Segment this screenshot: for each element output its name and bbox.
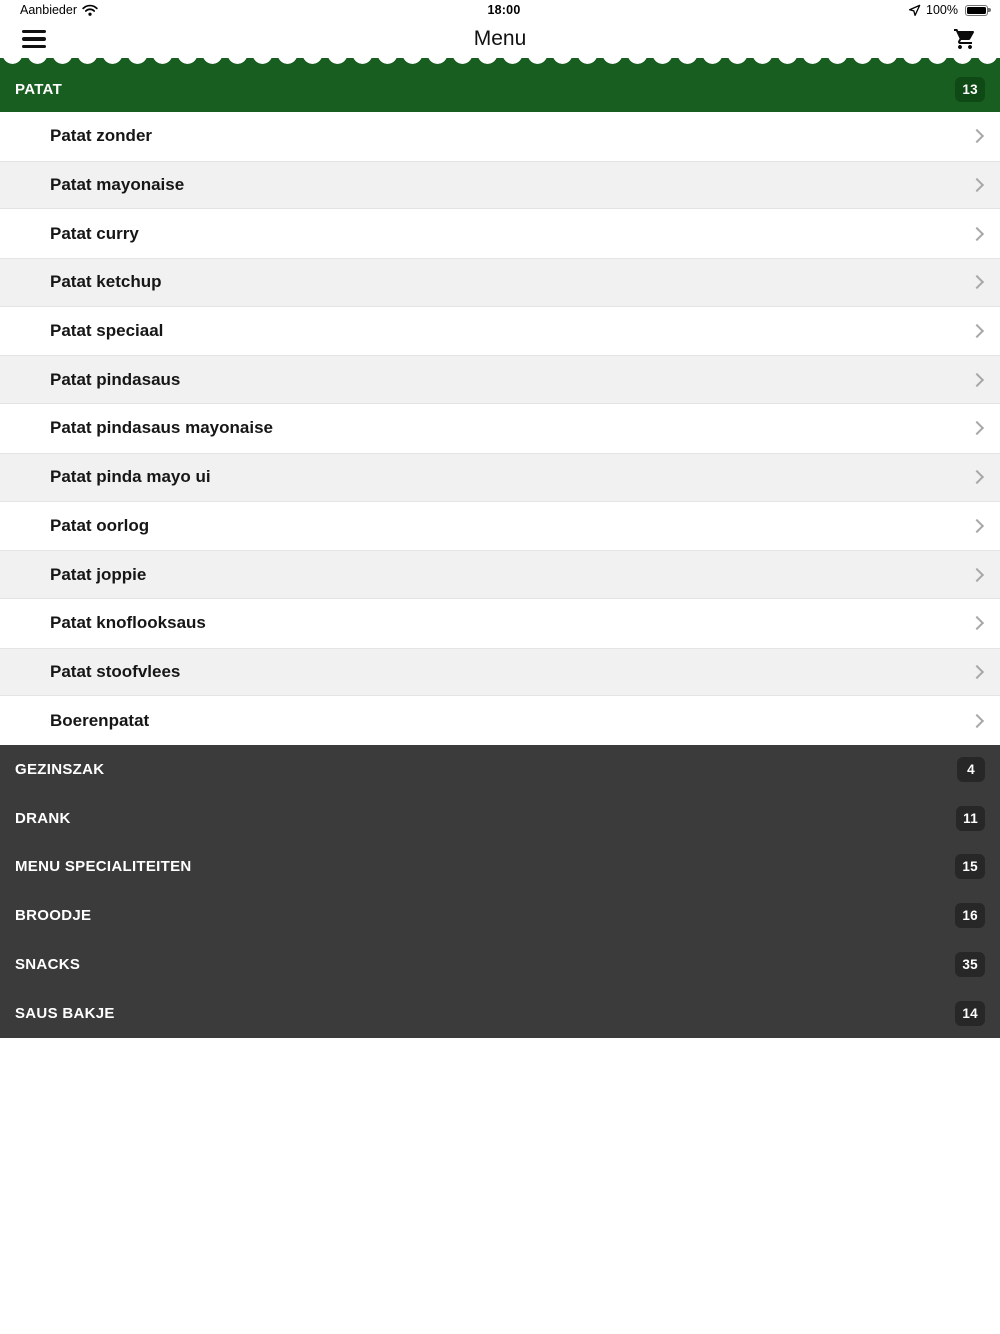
collapsed-categories (0, 745, 1000, 1038)
list-item[interactable]: Patat joppie (0, 550, 1000, 599)
battery-percent: 100% (926, 3, 958, 17)
chevron-right-icon (970, 665, 984, 679)
count-badge: 11 (956, 806, 985, 831)
chevron-right-icon (970, 227, 984, 241)
chevron-right-icon (970, 421, 984, 435)
status-left (20, 3, 200, 17)
category-label: DRANK (15, 809, 71, 827)
list-item[interactable]: Boerenpatat (0, 696, 1000, 745)
category-label: SAUS BAKJE (15, 1004, 115, 1022)
category-header-patat[interactable] (0, 67, 1000, 112)
count-badge: 16 (955, 903, 985, 928)
list-item[interactable]: Patat knoflooksaus (0, 599, 1000, 648)
status-bar (0, 0, 1000, 20)
chevron-right-icon (970, 470, 984, 484)
chevron-right-icon (970, 616, 984, 630)
chevron-right-icon (970, 373, 984, 387)
category-header-snacks[interactable] (0, 940, 1000, 989)
list-item[interactable]: Patat pinda mayo ui (0, 453, 1000, 502)
chevron-right-icon (970, 178, 984, 192)
category-header-menu-specialiteiten[interactable] (0, 843, 1000, 892)
hamburger-menu-icon[interactable] (22, 30, 46, 49)
count-badge: 13 (955, 77, 985, 102)
status-right (808, 3, 988, 17)
list-item[interactable]: Patat stoofvlees (0, 648, 1000, 697)
list-item[interactable]: Patat speciaal (0, 307, 1000, 356)
count-badge: 35 (955, 952, 985, 977)
page-title: Menu (473, 27, 527, 50)
list-item[interactable]: Patat pindasaus mayonaise (0, 404, 1000, 453)
chevron-right-icon (970, 275, 984, 289)
chevron-right-icon (970, 714, 984, 728)
chevron-right-icon (970, 567, 984, 581)
category-label: BROODJE (15, 907, 92, 925)
chevron-right-icon (970, 324, 984, 338)
clock: 18:00 (487, 3, 521, 17)
list-item[interactable]: Patat ketchup (0, 258, 1000, 307)
category-label: PATAT (15, 81, 63, 98)
count-badge: 14 (955, 1001, 985, 1026)
location-arrow-icon (908, 4, 921, 17)
chevron-right-icon (970, 519, 984, 533)
chevron-right-icon (970, 129, 984, 143)
list-item[interactable]: Patat zonder (0, 112, 1000, 161)
list-item[interactable]: Patat pindasaus (0, 355, 1000, 404)
category-label: MENU SPECIALITEITEN (15, 858, 192, 876)
navigation-bar (0, 20, 1000, 58)
category-header-drank[interactable] (0, 794, 1000, 843)
list-item[interactable]: Patat mayonaise (0, 161, 1000, 210)
category-label: GEZINSZAK (15, 760, 105, 778)
category-header-broodje[interactable] (0, 891, 1000, 940)
wifi-icon (82, 4, 98, 16)
battery-icon (965, 5, 988, 16)
item-list (0, 112, 1000, 745)
category-label: SNACKS (15, 956, 81, 974)
carrier-label: Aanbieder (20, 3, 77, 17)
category-header-gezinszak[interactable] (0, 745, 1000, 794)
scallop-edge (0, 58, 1000, 67)
count-badge: 4 (957, 757, 985, 782)
category-header-saus-bakje[interactable] (0, 989, 1000, 1038)
list-item[interactable]: Patat curry (0, 209, 1000, 258)
list-item[interactable]: Patat oorlog (0, 502, 1000, 551)
shopping-cart-icon[interactable] (952, 27, 978, 51)
count-badge: 15 (955, 854, 985, 879)
